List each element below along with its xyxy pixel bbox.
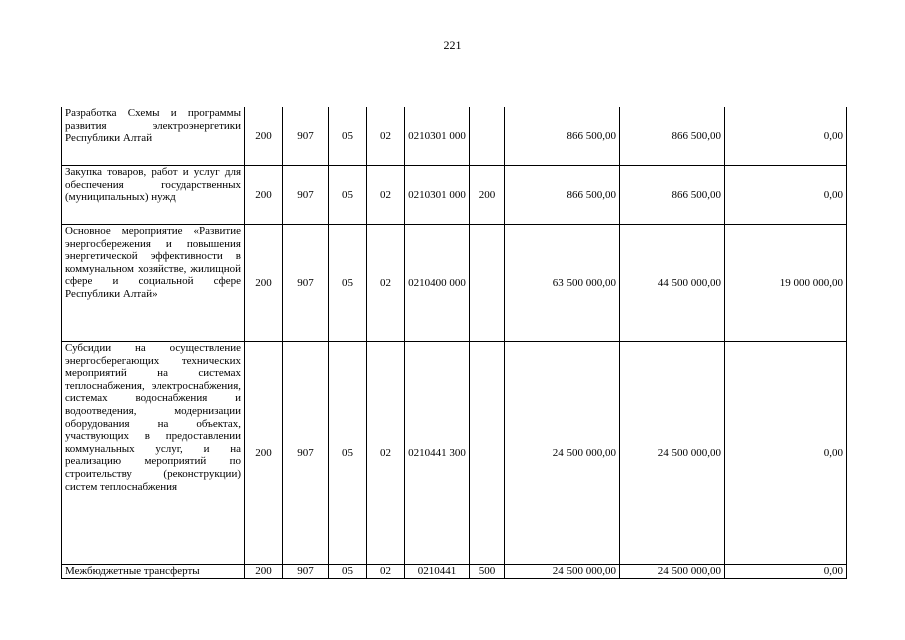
cell-target: 0210400 000 (405, 225, 470, 342)
cell-expense-type (470, 107, 505, 166)
cell-amount-1: 24 500 000,00 (505, 342, 620, 565)
cell-amount-1: 866 500,00 (505, 166, 620, 225)
row-name: Разработка Схемы и программы развития электроэнергетики Республики Алтай (62, 107, 245, 166)
budget-table (61, 107, 847, 579)
cell-section: 05 (329, 565, 367, 579)
cell-subsection: 02 (367, 166, 405, 225)
row-name: Основное мероприятие «Развитие энергосбережения и повышения энергетической эффективности в коммунальном хозяйстве, жилищной сфере и социальной сфере Республики Алтай» (62, 225, 245, 342)
cell-subsection: 02 (367, 107, 405, 166)
cell-amount-2: 44 500 000,00 (620, 225, 725, 342)
page-number: 221 (443, 38, 462, 52)
cell-target: 0210441 300 (405, 342, 470, 565)
cell-admin: 200 (245, 342, 283, 565)
cell-target: 0210301 000 (405, 166, 470, 225)
row-name: Межбюджетные трансферты (62, 565, 245, 579)
cell-ministry: 907 (283, 225, 329, 342)
cell-section: 05 (329, 225, 367, 342)
cell-subsection: 02 (367, 225, 405, 342)
cell-amount-3: 0,00 (725, 166, 847, 225)
cell-amount-3: 0,00 (725, 565, 847, 579)
cell-section: 05 (329, 166, 367, 225)
cell-ministry: 907 (283, 565, 329, 579)
table-row (62, 225, 847, 342)
cell-subsection: 02 (367, 565, 405, 579)
cell-admin: 200 (245, 225, 283, 342)
cell-amount-1: 63 500 000,00 (505, 225, 620, 342)
cell-amount-1: 24 500 000,00 (505, 565, 620, 579)
cell-amount-2: 866 500,00 (620, 107, 725, 166)
cell-admin: 200 (245, 166, 283, 225)
cell-section: 05 (329, 107, 367, 166)
cell-ministry: 907 (283, 166, 329, 225)
row-name: Субсидии на осуществление энергосберегающих технических мероприятий на системах теплоснабжения, электроснабжения, системах водоснабжения и водоотведения, модернизации оборудования на объектах, участвующих в предоставлении коммунальных услуг, и на реализацию мероприятий по строительству (реконструкции) систем теплоснабжения (62, 342, 245, 565)
cell-admin: 200 (245, 565, 283, 579)
cell-amount-2: 24 500 000,00 (620, 565, 725, 579)
cell-amount-2: 866 500,00 (620, 166, 725, 225)
table-row (62, 166, 847, 225)
cell-expense-type (470, 342, 505, 565)
table-row (62, 565, 847, 579)
cell-target: 0210441 (405, 565, 470, 579)
cell-expense-type: 500 (470, 565, 505, 579)
cell-amount-3: 0,00 (725, 342, 847, 565)
cell-amount-1: 866 500,00 (505, 107, 620, 166)
cell-amount-2: 24 500 000,00 (620, 342, 725, 565)
cell-expense-type: 200 (470, 166, 505, 225)
cell-section: 05 (329, 342, 367, 565)
row-name: Закупка товаров, работ и услуг для обеспечения государственных (муниципальных) нужд (62, 166, 245, 225)
cell-admin: 200 (245, 107, 283, 166)
cell-ministry: 907 (283, 107, 329, 166)
cell-ministry: 907 (283, 342, 329, 565)
cell-amount-3: 0,00 (725, 107, 847, 166)
cell-amount-3: 19 000 000,00 (725, 225, 847, 342)
table-row (62, 342, 847, 565)
cell-subsection: 02 (367, 342, 405, 565)
table-row (62, 107, 847, 166)
cell-target: 0210301 000 (405, 107, 470, 166)
cell-expense-type (470, 225, 505, 342)
